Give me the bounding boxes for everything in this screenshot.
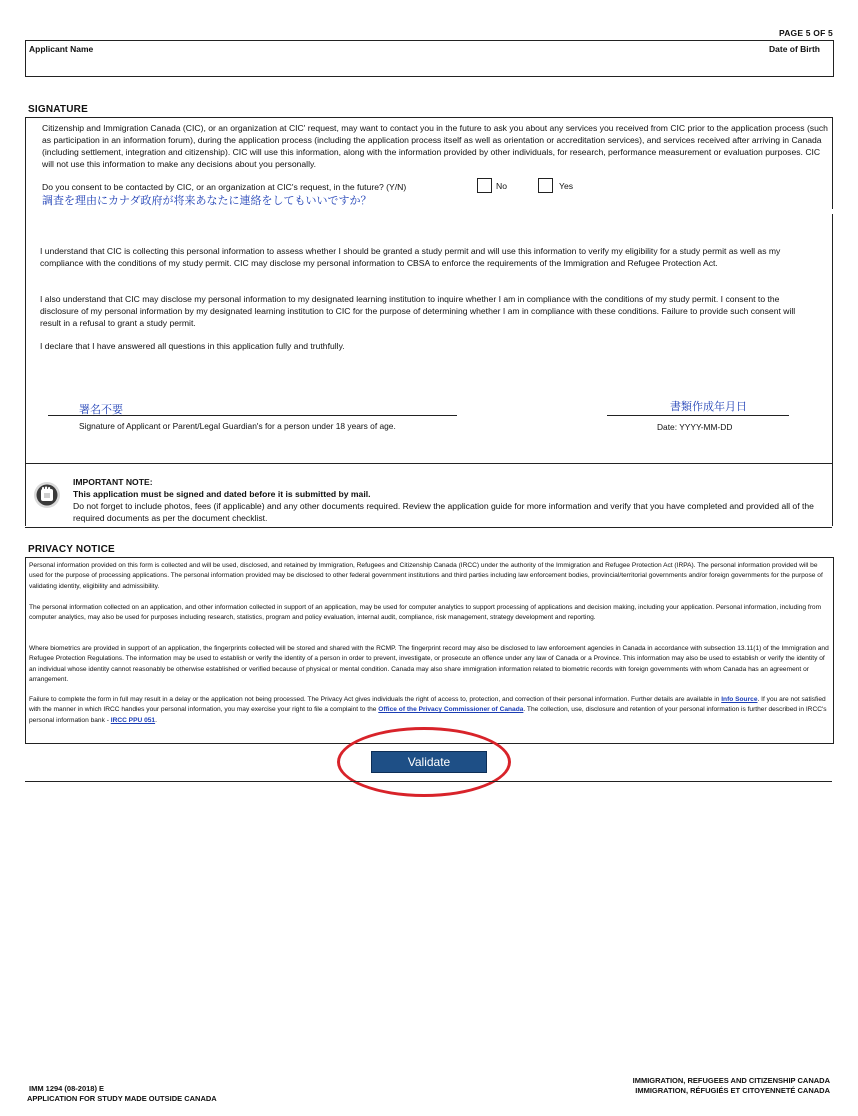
important-note-title: IMPORTANT NOTE: — [73, 477, 153, 487]
form-code: IMM 1294 (08-2018) E — [29, 1084, 105, 1093]
privacy-paragraph-2: The personal information collected on an application, and other information collected in support of an application, may be used for computer analytics to support processing of applications and decision making, including your application. Personal information, including from computer analytics, may also be used for purposes including research, statistics, program and policy evaluation, internal audit, compliance, risk management, strategy development and reporting. — [29, 604, 822, 622]
signature-label: Signature of Applicant or Parent/Legal Guardian's for a person under 18 years of age. — [79, 421, 396, 431]
important-note-bold-line: This application must be signed and dated before it is submitted by mail. — [73, 489, 371, 499]
bottom-divider — [25, 781, 832, 782]
date-label: Date: YYYY-MM-DD — [657, 422, 733, 432]
signature-box-right-top — [832, 117, 833, 209]
privacy-paragraph-1: Personal information provided on this form is collected and will be used, disclosed, and retained by Immigration, Refugees and Citizenship Canada (IRCC) under the authority of the Immigration and Refugee Protection Act (IRPA). The personal information provided will be used for the purpose of processing applications. The personal information provided may be disclosed to other federal government institutions and third parties including law enforcement bodies, provincial/territorial governments and/or foreign governments for the purpose of validating identity, eligibility and admissibility. — [29, 562, 823, 590]
applicant-name-label: Applicant Name — [29, 44, 94, 54]
privacy-paragraph-4 — [29, 695, 829, 726]
consent-yes-checkbox[interactable] — [538, 178, 553, 193]
privacy-paragraph-3: Where biometrics are provided in support of an application, the fingerprints collected will be stored and shared with the RCMP. The fingerprint record may also be disclosed to law enforcement agencies in Canada in accordance with subsection 13.11(1) of the Immigration and Refugee Protection Regulations. The information may be used to establish or verify the identity of a person in order to prevent, investigate, or prosecute an offence under any law of Canada or a Province. This information may also be used to establish or verify the identity of an individual whose identity cannot reasonably be otherwise established or verified because of physical or mental condition. Canada may also share immigration information related to biometric records with foreign governments with whom Canada has an agreement or arrangement. — [29, 645, 829, 684]
form-title: APPLICATION FOR STUDY MADE OUTSIDE CANADA — [27, 1094, 217, 1103]
page-number: PAGE 5 OF 5 — [778, 28, 833, 38]
ircc-ppu-051-link[interactable]: IRCC PPU 051 — [110, 716, 156, 724]
privacy-notice-title: PRIVACY NOTICE — [28, 544, 115, 555]
consent-yes-label: Yes — [559, 181, 574, 191]
warning-hand-icon — [31, 480, 63, 510]
declaration-paragraph: I declare that I have answered all questions in this application fully and truthfully. — [40, 341, 345, 351]
important-note-text: Do not forget to include photos, fees (if applicable) and any other documents required. Review the application guide for more information and verify that you have completed and provided all of the required documents as per the document checklist. — [73, 501, 814, 523]
consent-no-checkbox[interactable] — [477, 178, 492, 193]
department-name-fr: IMMIGRATION, RÉFUGIÉS ET CITOYENNETÉ CANADA — [635, 1086, 830, 1095]
department-name-en: IMMIGRATION, REFUGEES AND CITIZENSHIP CANADA — [632, 1076, 830, 1085]
date-line[interactable] — [607, 415, 789, 416]
signature-line[interactable] — [48, 415, 457, 416]
study-permit-paragraph: I understand that CIC is collecting this personal information to assess whether I should be granted a study permit and will use this information to verify my eligibility for a study permit as well as my compliance with the conditions of my study permit. CIC may disclose my personal information to CBSA to enforce the requirements of the Immigration and Refugee Protection Act. — [40, 246, 781, 268]
applicant-header-box — [25, 40, 834, 77]
signature-box-right-bottom — [832, 214, 833, 526]
consent-question: Do you consent to be contacted by CIC, or an organization at CIC's request, in the future? (Y/N) — [42, 182, 407, 192]
highlight-circle-annotation — [337, 727, 511, 797]
info-source-link[interactable]: Info Source — [721, 696, 758, 703]
consent-no-label: No — [496, 181, 507, 191]
privacy-p4-text-2: . If you are not satisfied with the manner in which IRCC handles your personal information, you may exercise your right to file a complaint to the — [29, 696, 826, 714]
privacy-p4-text-1: Failure to complete the form in full may result in a delay or the application not being processed. The Privacy Act gives individuals the right of access to, protection, and correction of their personal information. Further details are available in — [29, 696, 722, 703]
privacy-p4-text-4: . — [155, 716, 157, 724]
dli-disclosure-paragraph: I also understand that CIC may disclose my personal information to my designated learning institution to inquire whether I am in compliance with the conditions of my study permit. I consent to the disclosure of my personal information by my designated learning institution to CIC for the purpose of determining whether I am in compliance with these conditions. Failure to provide such consent will result in a refusal to grant a study permit. — [40, 294, 796, 328]
privacy-commissioner-link[interactable]: Office of the Privacy Commissioner of Canada — [378, 706, 524, 714]
signature-box-top — [25, 117, 833, 118]
privacy-p4-text-3: . The collection, use, disclosure and retention of your personal information is further described in IRCC's personal information bank - — [29, 706, 827, 724]
date-note: 書類作成年月日 — [670, 400, 747, 413]
consent-translation-note: 調査を理由にカナダ政府が将来あなたに連絡をしてもいいですか？ — [42, 194, 372, 207]
date-of-birth-label: Date of Birth — [769, 44, 820, 54]
validate-button[interactable]: Validate — [371, 751, 487, 773]
contact-paragraph: Citizenship and Immigration Canada (CIC), or an organization at CIC' request, may want to contact you in the future to ask you about any services you received from CIC prior to the application process (such as participation in an information forum), during the application process (including the application process itself as well as orientation or accreditation services), and services received after arriving in Canada (including settlement, integration and citizenship). CIC will use this information, along with the information provided by other individuals, for research, performance measurement or evaluation purposes. CIC will not use this information to make any decisions about you personally. — [42, 123, 828, 169]
signature-note: 署名不要 — [79, 403, 123, 416]
signature-section-title: SIGNATURE — [28, 104, 88, 115]
